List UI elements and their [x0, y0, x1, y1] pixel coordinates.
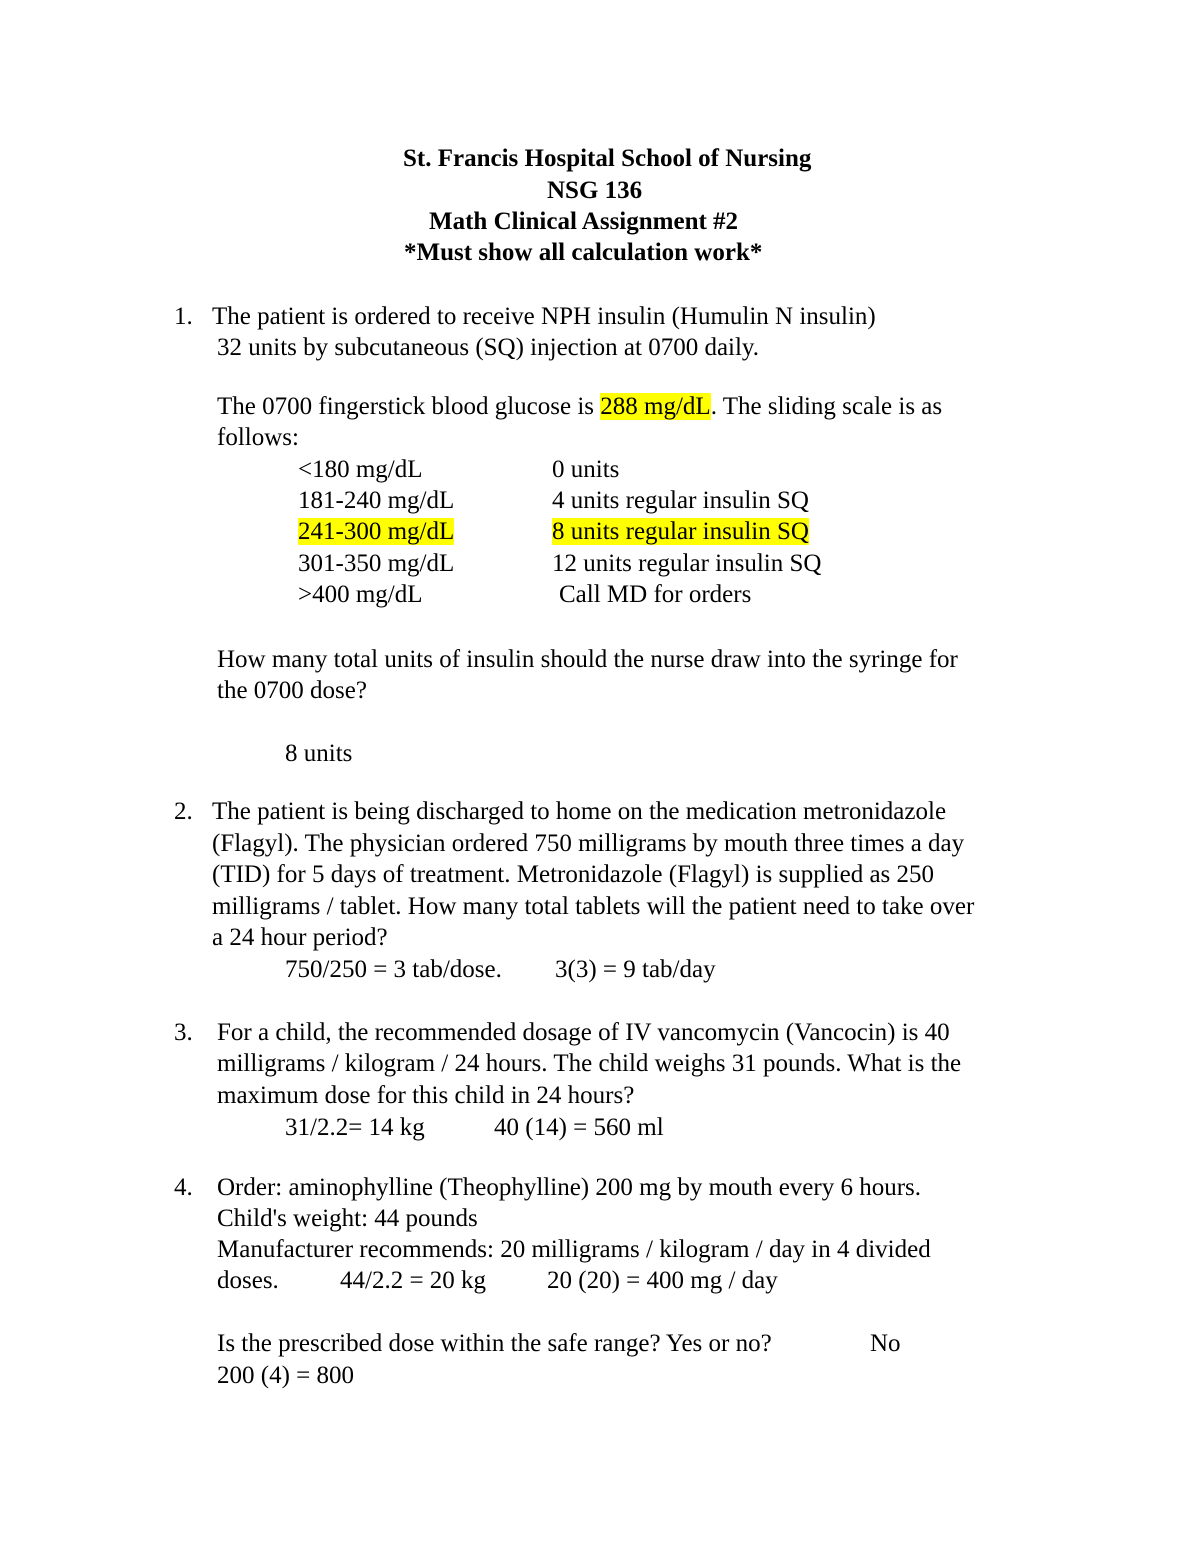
q4-order: Order: aminophylline (Theophylline) 200 mg by mouth every 6 hours.	[217, 1174, 922, 1201]
q2-work1: 750/250 = 3 tab/dose.	[285, 956, 502, 983]
q1-number: 1.	[174, 303, 193, 330]
q2-line: a 24 hour period?	[212, 924, 388, 951]
q3-line: milligrams / kilogram / 24 hours. The child weighs 31 pounds. What is the	[217, 1050, 962, 1077]
q2-work2: 3(3) = 9 tab/day	[555, 956, 716, 983]
school-name: St. Francis Hospital School of Nursing	[403, 145, 812, 172]
q4-doses: doses.	[217, 1267, 279, 1294]
q1-glucose-value: 288 mg/dL	[600, 393, 711, 420]
q4-answer: No	[870, 1330, 901, 1357]
q2-line: (Flagyl). The physician ordered 750 milligrams by mouth three times a day	[212, 830, 965, 857]
q1-question-line1: How many total units of insulin should the nurse draw into the syringe for	[217, 646, 958, 673]
assignment-title: Math Clinical Assignment #2	[429, 208, 739, 235]
scale-dose	[552, 517, 809, 547]
q4-recommend: Manufacturer recommends: 20 milligrams / kilogram / day in 4 divided	[217, 1236, 931, 1263]
instruction-note: *Must show all calculation work*	[404, 239, 763, 266]
scale-range: 301-350 mg/dL	[298, 550, 455, 577]
q1-line2: 32 units by subcutaneous (SQ) injection at 0700 daily.	[217, 334, 760, 361]
q4-work1: 44/2.2 = 20 kg	[340, 1267, 487, 1294]
q1-follows: follows:	[217, 424, 299, 451]
course-code: NSG 136	[547, 177, 643, 204]
scale-range	[298, 517, 454, 547]
q3-work1: 31/2.2= 14 kg	[285, 1114, 425, 1141]
scale-dose-highlight: 8 units regular insulin SQ	[552, 518, 809, 545]
q3-number: 3.	[174, 1019, 193, 1046]
q1-answer: 8 units	[285, 740, 353, 767]
q3-line: For a child, the recommended dosage of IV vancomycin (Vancocin) is 40	[217, 1019, 950, 1046]
q2-number: 2.	[174, 798, 193, 825]
q1-glucose-line	[217, 392, 942, 422]
q1-glucose-prefix: The 0700 fingerstick blood glucose is	[217, 393, 601, 420]
scale-dose: 0 units	[552, 456, 620, 483]
q4-weight: Child's weight: 44 pounds	[217, 1205, 478, 1232]
q2-line: milligrams / tablet. How many total tablets will the patient need to take over	[212, 893, 975, 920]
q1-line1: The patient is ordered to receive NPH insulin (Humulin N insulin)	[212, 303, 876, 330]
q4-work2: 20 (20) = 400 mg / day	[547, 1267, 778, 1294]
scale-dose: 12 units regular insulin SQ	[552, 550, 822, 577]
q4-question: Is the prescribed dose within the safe range? Yes or no?	[217, 1330, 772, 1357]
scale-range-highlight: 241-300 mg/dL	[298, 518, 455, 545]
q1-question-line2: the 0700 dose?	[217, 677, 367, 704]
q4-work3: 200 (4) = 800	[217, 1362, 354, 1389]
q3-line: maximum dose for this child in 24 hours?	[217, 1082, 635, 1109]
scale-dose: Call MD for orders	[559, 581, 752, 608]
q2-line: (TID) for 5 days of treatment. Metronidazole (Flagyl) is supplied as 250	[212, 861, 935, 888]
scale-range: >400 mg/dL	[298, 581, 423, 608]
scale-range: <180 mg/dL	[298, 456, 423, 483]
q3-work2: 40 (14) = 560 ml	[494, 1114, 664, 1141]
q2-line: The patient is being discharged to home on the medication metronidazole	[212, 798, 947, 825]
scale-range: 181-240 mg/dL	[298, 487, 455, 514]
q4-number: 4.	[174, 1174, 193, 1201]
scale-dose: 4 units regular insulin SQ	[552, 487, 809, 514]
q1-glucose-suffix: . The sliding scale is as	[710, 393, 943, 420]
